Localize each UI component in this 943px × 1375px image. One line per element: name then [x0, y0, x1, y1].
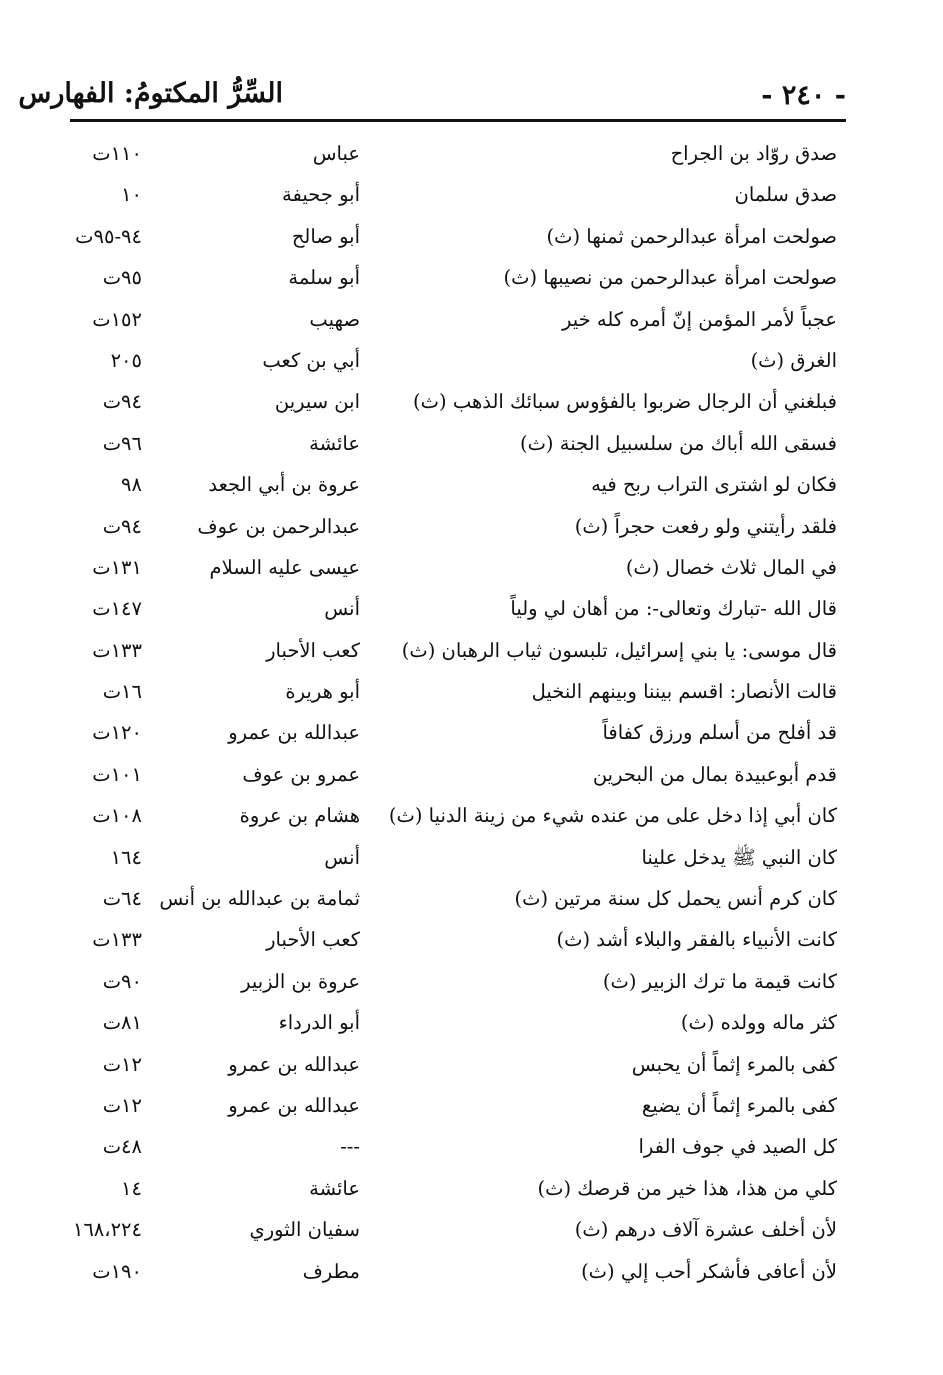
entry-narrator: عروة بن أبي الجعد — [208, 473, 360, 497]
index-entry — [0, 465, 943, 506]
entry-page-ref: ١٢ت — [102, 1093, 142, 1117]
entry-page-ref: ١٩٠ت — [92, 1259, 142, 1283]
index-entry — [0, 1210, 943, 1251]
entry-narrator: هشام بن عروة — [239, 804, 360, 828]
entry-page-ref: ١٣٣ت — [92, 928, 142, 952]
entry-page-ref: ٩٤ت — [102, 514, 142, 538]
index-entry — [0, 1252, 943, 1293]
entry-narrator: أبو سلمة — [288, 266, 360, 290]
entry-narrator: عبدالرحمن بن عوف — [197, 514, 360, 538]
index-entry — [0, 755, 943, 796]
index-entry — [0, 1045, 943, 1086]
entry-text: كفى بالمرء إثماً أن يحبس — [631, 1052, 837, 1076]
entry-narrator: ابن سيرين — [274, 390, 360, 414]
entry-narrator: أنس — [324, 845, 360, 869]
index-entry — [0, 424, 943, 465]
entry-page-ref: ٩٤ت — [102, 390, 142, 414]
header-rule — [70, 119, 846, 122]
entry-narrator: أبي بن كعب — [262, 348, 360, 372]
entry-text: كفى بالمرء إثماً أن يضيع — [641, 1093, 837, 1117]
index-entry — [0, 838, 943, 879]
entry-text: فسقى الله أباك من سلسبيل الجنة (ث) — [519, 431, 837, 455]
entry-text: عجباً لأمر المؤمن إنّ أمره كله خير — [561, 307, 837, 331]
entry-narrator: أنس — [324, 597, 360, 621]
entry-narrator: عبدالله بن عمرو — [228, 1093, 360, 1117]
entry-page-ref: ٩٥ت — [102, 266, 142, 290]
entry-narrator: عائشة — [309, 1176, 360, 1200]
entry-text: صولحت امرأة عبدالرحمن من نصيبها (ث) — [503, 266, 837, 290]
index-entry — [0, 713, 943, 754]
entry-text: صولحت امرأة عبدالرحمن ثمنها (ث) — [546, 224, 837, 248]
entry-narrator: أبو صالح — [291, 224, 360, 248]
entry-page-ref: ١٠١ت — [92, 762, 142, 786]
entry-narrator: عبدالله بن عمرو — [228, 721, 360, 745]
entry-text: لأن أخلف عشرة آلاف درهم (ث) — [574, 1218, 837, 1242]
index-list — [0, 134, 943, 1293]
entry-text: كل الصيد في جوف الفرا — [638, 1135, 837, 1159]
entry-text: كان أبي إذا دخل على من عنده شيء من زينة الدنيا (ث) — [388, 804, 837, 828]
entry-page-ref: ١٦٤ — [110, 845, 142, 869]
entry-text: كثر ماله وولده (ث) — [680, 1011, 837, 1035]
entry-text: الغرق (ث) — [750, 348, 837, 372]
entry-page-ref: ١٢ت — [102, 1052, 142, 1076]
entry-text: قال موسى: يا بني إسرائيل، تلبسون ثياب الرهبان (ث) — [401, 638, 837, 662]
entry-text: لأن أعافى فأشكر أحب إلي (ث) — [581, 1259, 837, 1283]
index-entry — [0, 1127, 943, 1168]
entry-text: كانت قيمة ما ترك الزبير (ث) — [602, 969, 837, 993]
index-entry — [0, 920, 943, 961]
index-entry — [0, 1169, 943, 1210]
entry-text: كلي من هذا، هذا خير من قرصك (ث) — [537, 1176, 837, 1200]
index-entry — [0, 879, 943, 920]
entry-page-ref: ١٢٠ت — [92, 721, 142, 745]
entry-page-ref: ٩٠ت — [102, 969, 142, 993]
running-title: السِّرُّ المكتومُ: الفهارس — [18, 78, 283, 109]
entry-page-ref: ١٤ — [121, 1176, 142, 1200]
entry-narrator: عيسى عليه السلام — [209, 555, 360, 579]
entry-text: قدم أبوعبيدة بمال من البحرين — [592, 762, 837, 786]
entry-narrator: --- — [340, 1135, 360, 1159]
entry-page-ref: ١٦٨،٢٢٤ — [72, 1218, 142, 1242]
entry-text: كان النبي ﷺ يدخل علينا — [641, 845, 837, 869]
entry-narrator: سفيان الثوري — [249, 1218, 360, 1242]
index-entry — [0, 217, 943, 258]
entry-page-ref: ١٤٧ت — [92, 597, 142, 621]
entry-page-ref: ١٠٨ت — [92, 804, 142, 828]
index-entry — [0, 548, 943, 589]
entry-page-ref: ٤٨ت — [102, 1135, 142, 1159]
entry-narrator: عائشة — [309, 431, 360, 455]
entry-page-ref: ٩٤-٩٥ت — [75, 224, 142, 248]
entry-narrator: عباس — [312, 142, 360, 165]
entry-text: قال الله -تبارك وتعالى-: من أهان لي ولياً — [510, 597, 837, 621]
entry-narrator: مطرف — [302, 1259, 360, 1283]
page-header — [18, 78, 846, 120]
index-entry — [0, 341, 943, 382]
entry-text: كانت الأنبياء بالفقر والبلاء أشد (ث) — [556, 928, 837, 952]
index-entry — [0, 175, 943, 216]
page-number: - ٢٤٠ - — [761, 80, 846, 111]
index-entry — [0, 134, 943, 175]
index-entry — [0, 589, 943, 630]
entry-text: فلقد رأيتني ولو رفعت حجراً (ث) — [574, 514, 837, 538]
entry-page-ref: ١١٠ت — [92, 142, 142, 165]
entry-narrator: أبو هريرة — [285, 680, 360, 704]
entry-text: فكان لو اشترى التراب ربح فيه — [591, 473, 837, 497]
entry-narrator: عمرو بن عوف — [242, 762, 360, 786]
entry-page-ref: ٨١ت — [102, 1011, 142, 1035]
index-entry — [0, 1003, 943, 1044]
entry-page-ref: ١٣١ت — [92, 555, 142, 579]
entry-text: صدق سلمان — [734, 183, 837, 207]
entry-narrator: عروة بن الزبير — [241, 969, 360, 993]
entry-narrator: كعب الأحبار — [266, 928, 360, 952]
entry-text: فبلغني أن الرجال ضربوا بالفؤوس سبائك الذهب (ث) — [413, 390, 837, 414]
entry-narrator: عبدالله بن عمرو — [228, 1052, 360, 1076]
entry-narrator: أبو الدرداء — [278, 1011, 360, 1035]
entry-page-ref: ١٠ — [121, 183, 142, 207]
index-entry — [0, 796, 943, 837]
entry-narrator: ثمامة بن عبدالله بن أنس — [159, 887, 360, 911]
index-entry — [0, 382, 943, 423]
index-entry — [0, 507, 943, 548]
entry-page-ref: ١٥٢ت — [92, 307, 142, 331]
entry-page-ref: ٢٠٥ — [110, 348, 142, 372]
entry-text: قد أفلح من أسلم ورزق كفافاً — [602, 721, 837, 745]
entry-text: قالت الأنصار: اقسم بيننا وبينهم النخيل — [531, 680, 837, 704]
entry-narrator: أبو جحيفة — [282, 183, 360, 207]
entry-narrator: كعب الأحبار — [266, 638, 360, 662]
entry-page-ref: ١٦ت — [102, 680, 142, 704]
entry-narrator: صهيب — [309, 307, 360, 331]
entry-text: كان كرم أنس يحمل كل سنة مرتين (ث) — [514, 887, 837, 911]
entry-text: في المال ثلاث خصال (ث) — [625, 555, 837, 579]
entry-text: صدق روّاد بن الجراح — [670, 142, 837, 165]
entry-page-ref: ٩٨ — [121, 473, 142, 497]
index-entry — [0, 631, 943, 672]
index-entry — [0, 672, 943, 713]
index-entry — [0, 300, 943, 341]
index-entry — [0, 258, 943, 299]
entry-page-ref: ٦٤ت — [102, 887, 142, 911]
index-entry — [0, 962, 943, 1003]
entry-page-ref: ٩٦ت — [102, 431, 142, 455]
entry-page-ref: ١٣٣ت — [92, 638, 142, 662]
index-entry — [0, 1086, 943, 1127]
